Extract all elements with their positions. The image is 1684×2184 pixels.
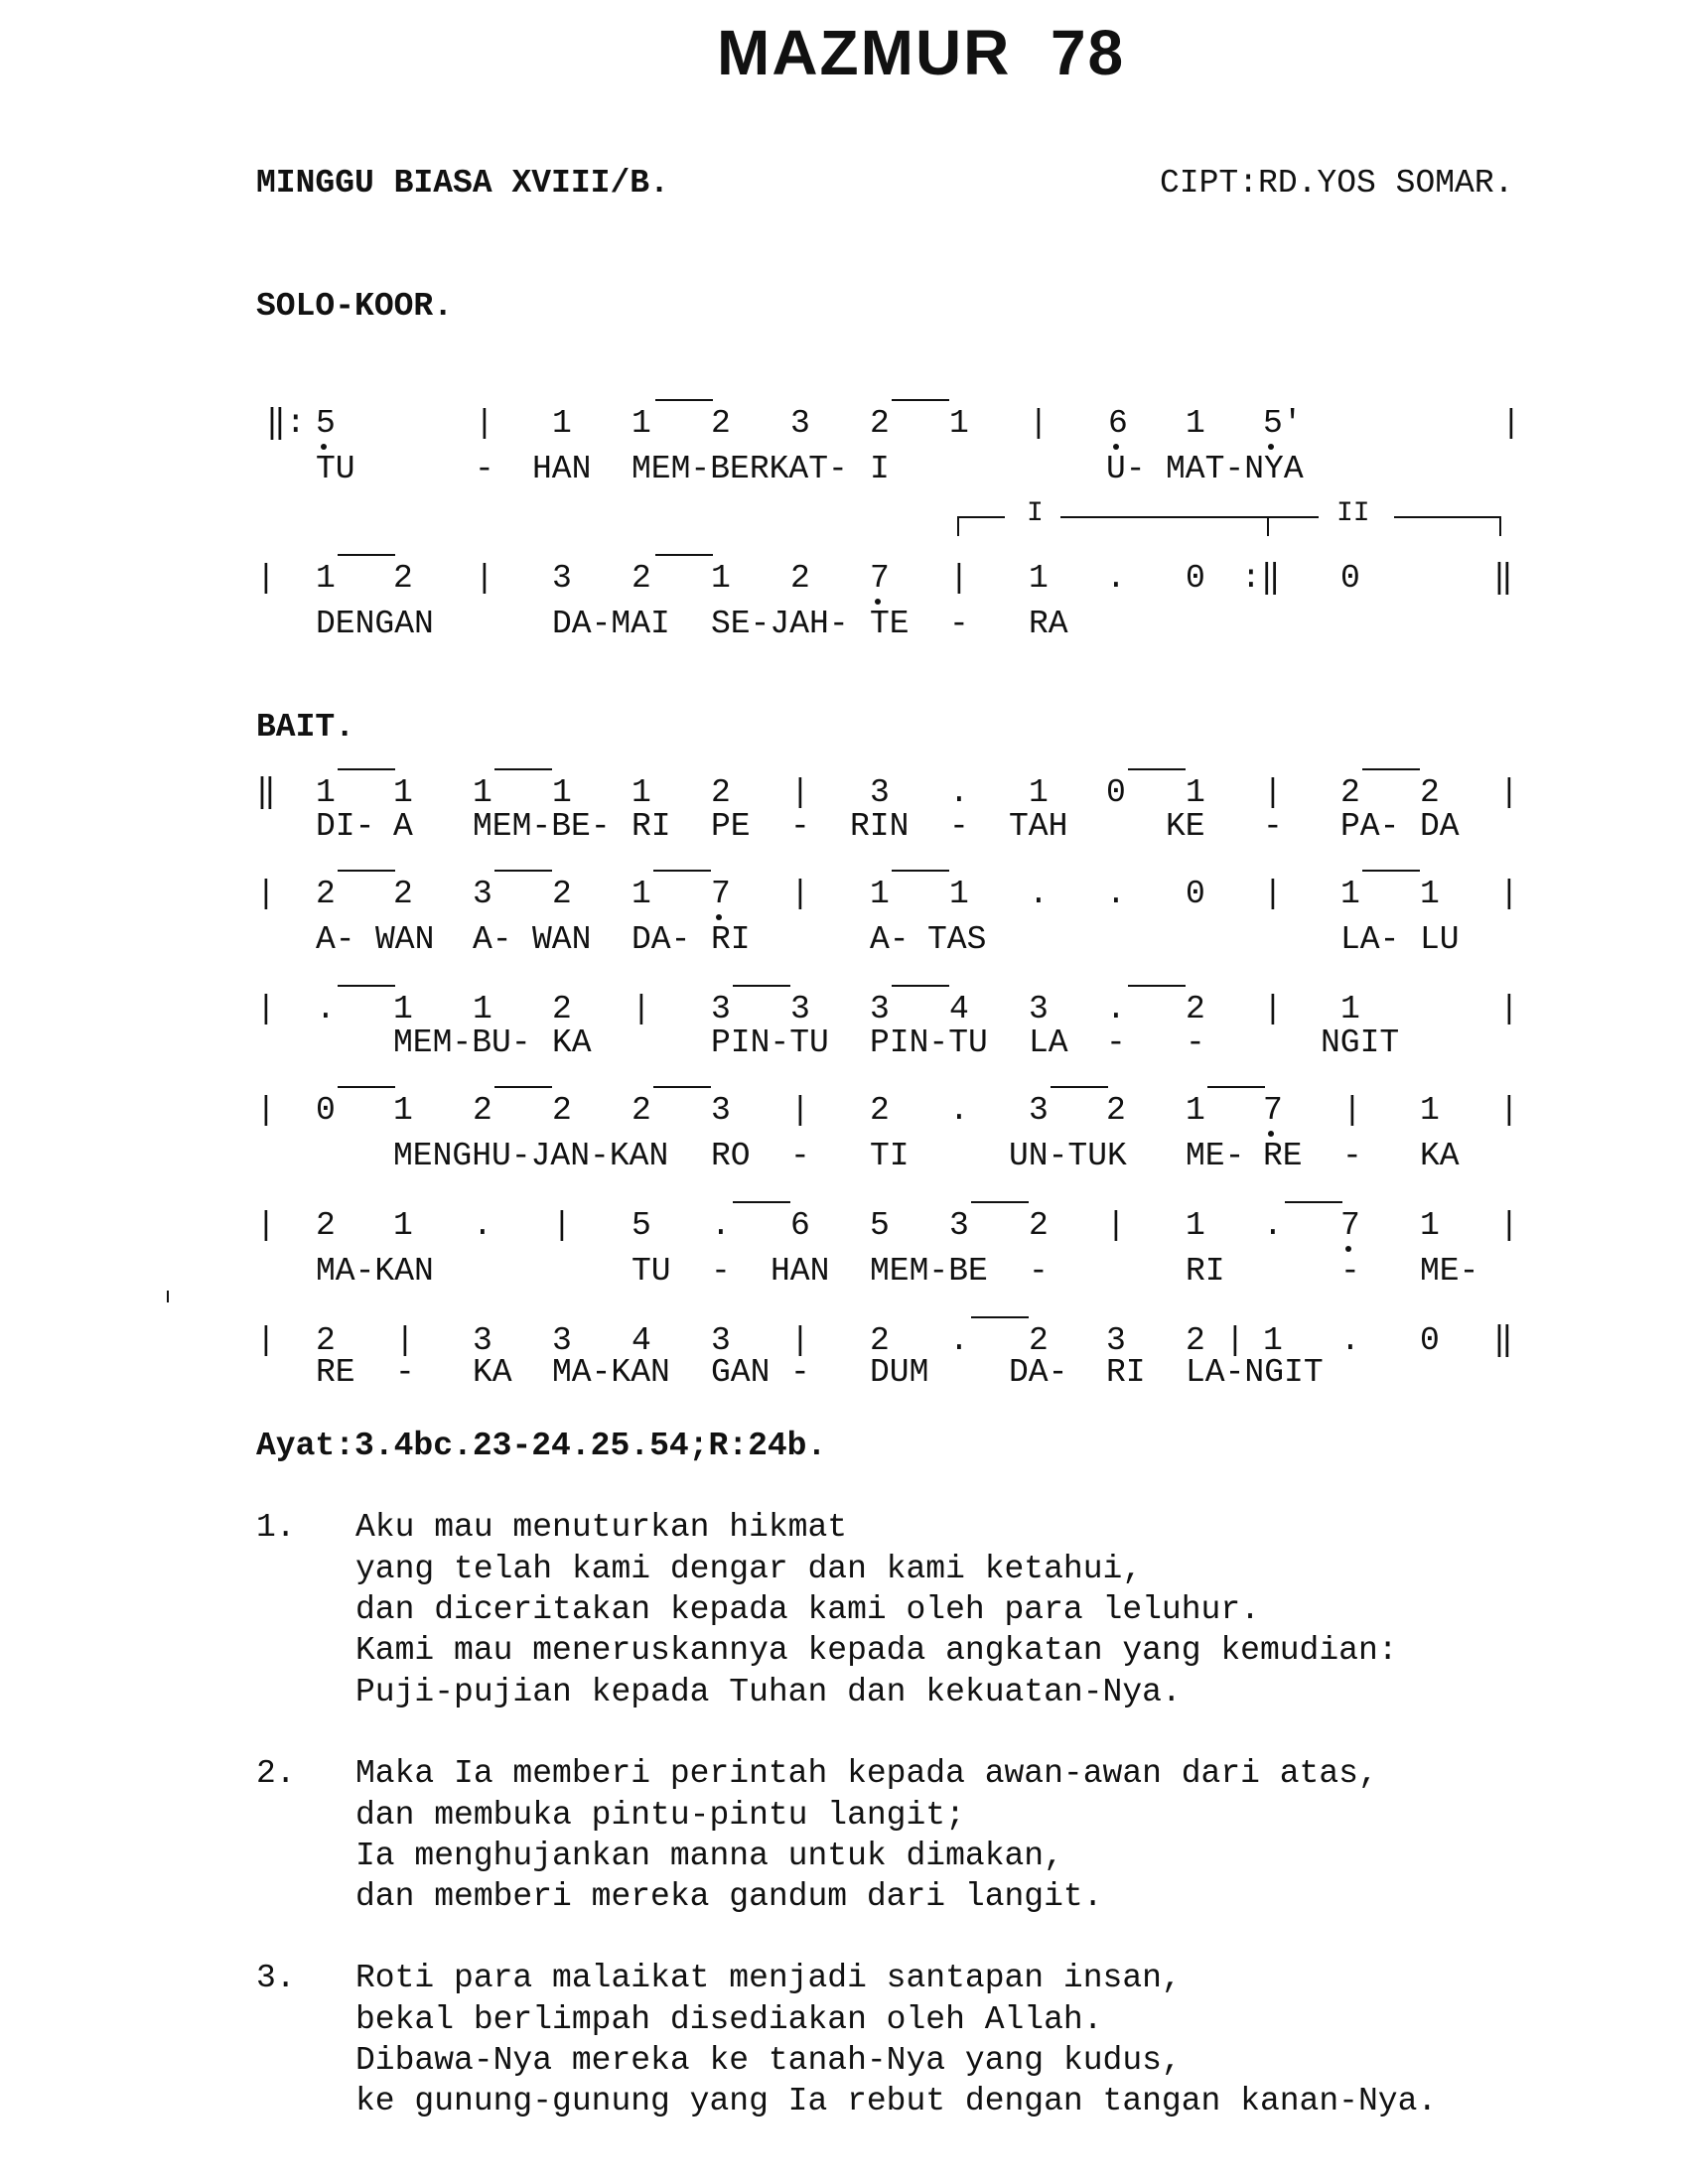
note: 3 bbox=[1106, 1322, 1126, 1359]
note: . bbox=[1106, 876, 1126, 912]
lyric: - bbox=[790, 1354, 810, 1391]
beam bbox=[733, 1201, 790, 1203]
barline: | bbox=[790, 1322, 810, 1359]
lyric: DENGAN bbox=[316, 606, 434, 642]
beam bbox=[494, 870, 552, 872]
beam bbox=[655, 399, 713, 401]
volta-bracket bbox=[1060, 516, 1267, 518]
lyric: KA bbox=[1420, 1138, 1460, 1174]
note: 2 bbox=[632, 1092, 651, 1129]
barline: | bbox=[790, 876, 810, 912]
barline: | bbox=[395, 1322, 415, 1359]
lyric: LA-NGIT bbox=[1186, 1354, 1324, 1391]
lyric: U- bbox=[1106, 451, 1146, 487]
scan-mark bbox=[167, 1291, 169, 1302]
bait-notes-line-5 bbox=[0, 1209, 1684, 1249]
barline: | bbox=[1499, 876, 1519, 912]
repeat-end-sign: :‖ bbox=[1241, 560, 1281, 597]
lyric: DA- bbox=[1009, 1354, 1068, 1391]
bait-notes-line-2 bbox=[0, 878, 1684, 917]
start-barline: ‖ bbox=[256, 774, 276, 811]
note: 1 bbox=[1420, 1092, 1440, 1129]
note: 1 bbox=[393, 1207, 413, 1244]
note: 1 bbox=[632, 876, 651, 912]
note: 1 bbox=[473, 991, 492, 1027]
barline: | bbox=[1106, 1207, 1126, 1244]
note: 3 bbox=[711, 1322, 731, 1359]
note: 1 bbox=[552, 405, 572, 442]
note: 5 bbox=[632, 1207, 651, 1244]
lyric: PE bbox=[711, 808, 751, 845]
volta-1-label: I bbox=[1027, 498, 1044, 529]
note: 0 bbox=[1186, 876, 1205, 912]
lyric: A bbox=[393, 808, 413, 845]
note: 5' bbox=[1263, 405, 1303, 442]
page-title: MAZMUR 78 bbox=[717, 17, 1126, 88]
barline: | bbox=[475, 405, 494, 442]
note: 5 bbox=[870, 1207, 890, 1244]
note: 3 bbox=[711, 1092, 731, 1129]
beam bbox=[1207, 1086, 1265, 1088]
note: 6 bbox=[790, 1207, 810, 1244]
lyric: MAT-NYA bbox=[1166, 451, 1304, 487]
lyric: UN-TUK bbox=[1009, 1138, 1127, 1174]
note: 1 bbox=[949, 405, 969, 442]
barline: | bbox=[1499, 1092, 1519, 1129]
lyric: RA bbox=[1029, 606, 1068, 642]
note: 4 bbox=[632, 1322, 651, 1359]
refrain-lyrics-line-2 bbox=[0, 608, 1684, 647]
barline: | bbox=[256, 1207, 276, 1244]
note: 3 bbox=[870, 774, 890, 811]
note: 2 bbox=[711, 774, 731, 811]
final-barline: ‖ bbox=[1493, 560, 1513, 597]
note: 3 bbox=[552, 560, 572, 597]
lyric: - bbox=[1342, 1138, 1362, 1174]
note: 1 bbox=[393, 1092, 413, 1129]
lyric: MEM-BE bbox=[870, 1253, 988, 1290]
note: 2 bbox=[1186, 1322, 1205, 1359]
barline: | bbox=[949, 560, 969, 597]
beam bbox=[1128, 768, 1186, 770]
note: 3 bbox=[1029, 991, 1049, 1027]
occasion-label: MINGGU BIASA XVIII/B. bbox=[256, 165, 669, 202]
lyric: KA bbox=[552, 1024, 592, 1061]
note: 3 bbox=[949, 1207, 969, 1244]
note: 2 bbox=[1106, 1092, 1126, 1129]
lyric: KE bbox=[1166, 808, 1205, 845]
barline: | bbox=[256, 560, 276, 597]
note: 7 bbox=[1340, 1207, 1360, 1244]
refrain-notes-line-1 bbox=[0, 407, 1684, 447]
note: 2 bbox=[1340, 774, 1360, 811]
lyric: LU bbox=[1420, 921, 1460, 958]
lyric: WAN bbox=[532, 921, 592, 958]
note: 1 bbox=[1263, 1322, 1283, 1359]
bait-lyrics-line-4 bbox=[0, 1140, 1684, 1179]
note: 3 bbox=[473, 1322, 492, 1359]
lyric: - bbox=[790, 1138, 810, 1174]
refrain-notes-line-2 bbox=[0, 562, 1684, 602]
verse-line: ke gunung-gunung yang Ia rebut dengan tangan kanan-Nya. bbox=[355, 2083, 1438, 2119]
final-barline: ‖ bbox=[1493, 1322, 1513, 1359]
barline: | bbox=[1501, 405, 1521, 442]
barline: | bbox=[1029, 405, 1049, 442]
beam bbox=[1128, 985, 1186, 987]
verse-line: Kami mau meneruskannya kepada angkatan yang kemudian: bbox=[355, 1632, 1398, 1669]
note: 5 bbox=[316, 405, 336, 442]
barline: | bbox=[1342, 1092, 1362, 1129]
lower-octave-dot bbox=[1345, 1246, 1351, 1252]
verse-line: Roti para malaikat menjadi santapan insan, bbox=[355, 1960, 1182, 1996]
barline: | bbox=[1263, 774, 1283, 811]
bait-lyrics-line-1 bbox=[0, 810, 1684, 850]
lyric: - bbox=[1106, 1024, 1126, 1061]
note: 6 bbox=[1108, 405, 1128, 442]
lyric: MEM-BE- bbox=[473, 808, 611, 845]
beam bbox=[733, 985, 790, 987]
beam bbox=[338, 870, 395, 872]
note: 1 bbox=[1029, 774, 1049, 811]
note: 1 bbox=[870, 876, 890, 912]
lyric: TU bbox=[632, 1253, 671, 1290]
note: 2 bbox=[393, 876, 413, 912]
volta-bracket bbox=[1267, 516, 1269, 536]
beam bbox=[653, 1086, 711, 1088]
bait-label: BAIT. bbox=[256, 709, 355, 746]
volta-bracket bbox=[1267, 516, 1319, 518]
lyric: - bbox=[949, 808, 969, 845]
lyric: RI bbox=[632, 808, 671, 845]
note: . bbox=[1106, 560, 1126, 597]
barline: | bbox=[1263, 876, 1283, 912]
lyric: HAN bbox=[771, 1253, 830, 1290]
verse-line: dan membuka pintu-pintu langit; bbox=[355, 1797, 965, 1834]
note: 1 bbox=[1029, 560, 1049, 597]
beam bbox=[653, 870, 711, 872]
lyric: RO bbox=[711, 1138, 751, 1174]
note: 1 bbox=[316, 560, 336, 597]
note: 2 bbox=[393, 560, 413, 597]
barline: | bbox=[1499, 1207, 1519, 1244]
note: 3 bbox=[790, 405, 810, 442]
note: 3 bbox=[790, 991, 810, 1027]
note: . bbox=[949, 1092, 969, 1129]
note: . bbox=[473, 1207, 492, 1244]
lyric: TI bbox=[870, 1138, 910, 1174]
lyric: DUM bbox=[870, 1354, 929, 1391]
note: 1 bbox=[1420, 876, 1440, 912]
note: 1 bbox=[393, 774, 413, 811]
bait-lyrics-line-3 bbox=[0, 1026, 1684, 1066]
beam bbox=[1362, 768, 1420, 770]
barline: | bbox=[475, 560, 494, 597]
refrain-label: SOLO-KOOR. bbox=[256, 288, 454, 325]
note: 2 bbox=[316, 1207, 336, 1244]
note: 2 bbox=[316, 1322, 336, 1359]
lyric: - bbox=[1263, 808, 1283, 845]
note: 1 bbox=[1420, 1207, 1440, 1244]
lyric: MA-KAN bbox=[552, 1354, 670, 1391]
lyric: MENGHU-JAN-KAN bbox=[393, 1138, 669, 1174]
beam bbox=[971, 1316, 1029, 1318]
beam bbox=[1051, 1086, 1108, 1088]
note: 2 bbox=[1186, 991, 1205, 1027]
beam bbox=[338, 985, 395, 987]
note: 3 bbox=[870, 991, 890, 1027]
note: 0 bbox=[1186, 560, 1205, 597]
note: 1 bbox=[1186, 1092, 1205, 1129]
volta-2-label: II bbox=[1336, 498, 1370, 529]
note: 1 bbox=[316, 774, 336, 811]
lyric: - bbox=[949, 606, 969, 642]
lyric: RI bbox=[1106, 1354, 1146, 1391]
note: 1 bbox=[632, 405, 651, 442]
note: 7 bbox=[1263, 1092, 1283, 1129]
verse-number: 1. bbox=[256, 1509, 296, 1546]
note: 0 bbox=[316, 1092, 336, 1129]
lyric: TAH bbox=[1009, 808, 1068, 845]
lyric: - bbox=[711, 1253, 731, 1290]
lyric: ME- bbox=[1186, 1138, 1245, 1174]
bait-lyrics-line-5 bbox=[0, 1255, 1684, 1295]
lyric: LA bbox=[1029, 1024, 1068, 1061]
bait-lyrics-line-2 bbox=[0, 923, 1684, 963]
note: . bbox=[949, 774, 969, 811]
barline: | bbox=[1263, 991, 1283, 1027]
verse-line: yang telah kami dengar dan kami ketahui, bbox=[355, 1551, 1143, 1587]
lyric: RE bbox=[1263, 1138, 1303, 1174]
lyric: HAN bbox=[532, 451, 592, 487]
note: 2 bbox=[552, 1092, 572, 1129]
bait-notes-line-4 bbox=[0, 1094, 1684, 1134]
lower-octave-dot bbox=[875, 599, 881, 605]
barline: | bbox=[256, 1092, 276, 1129]
note: 2 bbox=[870, 405, 890, 442]
note: . bbox=[1106, 991, 1126, 1027]
lyric: - bbox=[395, 1354, 415, 1391]
note: 2 bbox=[473, 1092, 492, 1129]
lyric: TU bbox=[316, 451, 355, 487]
note: 2 bbox=[1420, 774, 1440, 811]
beam bbox=[971, 1201, 1029, 1203]
note: 2 bbox=[870, 1092, 890, 1129]
lyric: WAN bbox=[375, 921, 435, 958]
lyric: PA- bbox=[1340, 808, 1400, 845]
lyric: NGIT bbox=[1321, 1024, 1400, 1061]
lyric: ME- bbox=[1420, 1253, 1479, 1290]
note: 7 bbox=[711, 876, 731, 912]
verse-line: Ia menghujankan manna untuk dimakan, bbox=[355, 1838, 1063, 1874]
lyric: DA-MAI bbox=[552, 606, 670, 642]
lyric: A- bbox=[316, 921, 355, 958]
beam bbox=[494, 768, 552, 770]
note: 1 bbox=[632, 774, 651, 811]
lyric: RI bbox=[1186, 1253, 1225, 1290]
lyric: MEM-BU- bbox=[393, 1024, 531, 1061]
lyric: GAN bbox=[711, 1354, 771, 1391]
verse-line: dan diceritakan kepada kami oleh para leluhur. bbox=[355, 1591, 1260, 1628]
barline: | bbox=[1499, 991, 1519, 1027]
note: . bbox=[1029, 876, 1049, 912]
beam bbox=[338, 768, 395, 770]
note: 1 bbox=[1340, 876, 1360, 912]
note: 3 bbox=[552, 1322, 572, 1359]
ayat-reference: Ayat:3.4bc.23-24.25.54;R:24b. bbox=[256, 1428, 827, 1464]
barline: | bbox=[256, 1322, 276, 1359]
lyric: SE-JAH- bbox=[711, 606, 849, 642]
beam bbox=[892, 870, 949, 872]
lower-octave-dot bbox=[1113, 444, 1119, 450]
lyric: - bbox=[1186, 1024, 1205, 1061]
beam bbox=[655, 554, 713, 556]
note: 2 bbox=[552, 876, 572, 912]
note: 7 bbox=[870, 560, 890, 597]
note: . bbox=[316, 991, 336, 1027]
note: 0 bbox=[1420, 1322, 1440, 1359]
lyric: DA bbox=[1420, 808, 1460, 845]
repeat-start-sign: ‖: bbox=[266, 405, 306, 442]
refrain-lyrics-line-1 bbox=[0, 453, 1684, 492]
barline: | bbox=[256, 876, 276, 912]
barline: | bbox=[790, 774, 810, 811]
volta-bracket bbox=[957, 516, 959, 536]
verse-line: Puji-pujian kepada Tuhan dan kekuatan-Nya. bbox=[355, 1674, 1182, 1710]
note: 2 bbox=[552, 991, 572, 1027]
lower-octave-dot bbox=[321, 444, 327, 450]
lyric: - bbox=[475, 451, 494, 487]
note: 1 bbox=[552, 774, 572, 811]
lyric: TE bbox=[870, 606, 910, 642]
note: 3 bbox=[711, 991, 731, 1027]
note: 3 bbox=[473, 876, 492, 912]
note: 1 bbox=[1186, 1207, 1205, 1244]
barline: | bbox=[1225, 1322, 1245, 1359]
lyric: A- bbox=[473, 921, 512, 958]
verse-line: Dibawa-Nya mereka ke tanah-Nya yang kudus, bbox=[355, 2042, 1182, 2079]
note: 1 bbox=[393, 991, 413, 1027]
beam bbox=[494, 1086, 552, 1088]
beam bbox=[338, 554, 395, 556]
barline: | bbox=[790, 1092, 810, 1129]
lyric: DI- bbox=[316, 808, 375, 845]
note: 2 bbox=[632, 560, 651, 597]
lower-octave-dot bbox=[1268, 444, 1274, 450]
volta-bracket bbox=[1394, 516, 1499, 518]
verse-line: bekal berlimpah disediakan oleh Allah. bbox=[355, 2001, 1103, 2038]
note: 0 bbox=[1106, 774, 1126, 811]
lyric: RI bbox=[711, 921, 751, 958]
note: 3 bbox=[1029, 1092, 1049, 1129]
lower-octave-dot bbox=[716, 914, 722, 920]
note: 1 bbox=[949, 876, 969, 912]
composer-credit: CIPT:RD.YOS SOMAR. bbox=[1160, 165, 1514, 202]
beam bbox=[892, 985, 949, 987]
lyric: - bbox=[1340, 1253, 1360, 1290]
verse-line: dan memberi mereka gandum dari langit. bbox=[355, 1878, 1103, 1915]
lyric: RE bbox=[316, 1354, 355, 1391]
lyric: MA-KAN bbox=[316, 1253, 434, 1290]
verse-line: Maka Ia memberi perintah kepada awan-awan dari atas, bbox=[355, 1755, 1378, 1792]
beam bbox=[1362, 870, 1420, 872]
verse-line: Aku mau menuturkan hikmat bbox=[355, 1509, 848, 1546]
lyric: - bbox=[790, 808, 810, 845]
volta-bracket bbox=[957, 516, 1005, 518]
note: 2 bbox=[711, 405, 731, 442]
barline: | bbox=[552, 1207, 572, 1244]
beam bbox=[1285, 1201, 1342, 1203]
note: . bbox=[711, 1207, 731, 1244]
lyric: A- bbox=[870, 921, 910, 958]
lyric: PIN-TU bbox=[711, 1024, 829, 1061]
lyric: LA- bbox=[1340, 921, 1400, 958]
lyric: TAS bbox=[927, 921, 987, 958]
note: . bbox=[949, 1322, 969, 1359]
lower-octave-dot bbox=[1268, 1131, 1274, 1137]
lyric: MEM-BERKAT- bbox=[632, 451, 848, 487]
beam bbox=[338, 1086, 395, 1088]
note: 2 bbox=[316, 876, 336, 912]
lyric: I bbox=[870, 451, 890, 487]
verse-number: 2. bbox=[256, 1755, 296, 1792]
verse-number: 3. bbox=[256, 1960, 296, 1996]
lyric: RIN bbox=[850, 808, 910, 845]
note: 0 bbox=[1340, 560, 1360, 597]
note: 2 bbox=[1029, 1207, 1049, 1244]
note: 2 bbox=[870, 1322, 890, 1359]
barline: | bbox=[1499, 774, 1519, 811]
barline: | bbox=[256, 991, 276, 1027]
bait-lyrics-line-6 bbox=[0, 1356, 1684, 1396]
barline: | bbox=[632, 991, 651, 1027]
lyric: PIN-TU bbox=[870, 1024, 988, 1061]
note: 1 bbox=[1186, 774, 1205, 811]
note: 2 bbox=[1029, 1322, 1049, 1359]
note: 1 bbox=[711, 560, 731, 597]
note: . bbox=[1263, 1207, 1283, 1244]
note: 1 bbox=[1340, 991, 1360, 1027]
note: 1 bbox=[1186, 405, 1205, 442]
note: 4 bbox=[949, 991, 969, 1027]
note: 2 bbox=[790, 560, 810, 597]
lyric: - bbox=[1029, 1253, 1049, 1290]
lyric: KA bbox=[473, 1354, 512, 1391]
note: 1 bbox=[473, 774, 492, 811]
volta-bracket bbox=[1499, 516, 1501, 536]
lyric: DA- bbox=[632, 921, 691, 958]
beam bbox=[892, 399, 949, 401]
note: . bbox=[1340, 1322, 1360, 1359]
